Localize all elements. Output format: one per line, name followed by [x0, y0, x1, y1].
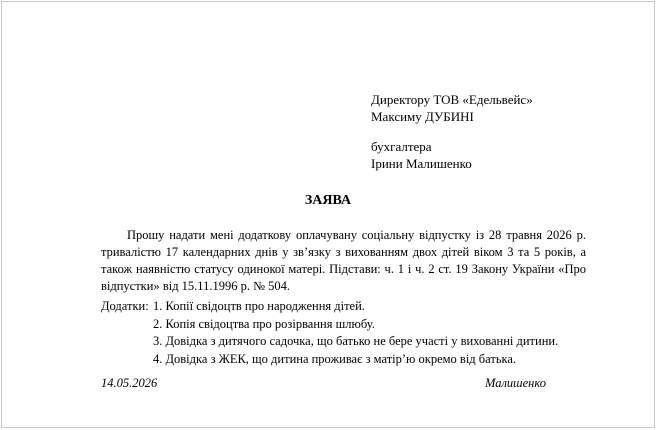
document-page: [1, 1, 655, 428]
attachment-item: 4. Довідка з ЖЕК, що дитина проживає з матір’ю окремо від батька.: [153, 351, 517, 366]
application-body: Прошу надати мені додаткову оплачувану соціальну відпустку із 28 травня 2026 р. тривалістю 17 календарних днів у зв’язку з вихованням двох дітей віком 3 та 5 років, а також наявністю статусу одинокої матері. Підстави: ч. 1 і ч. 2 ст. 19 Закону України «Про відпустки» від 15.11.1996 р. № 504.: [101, 228, 586, 293]
list-item: [101, 351, 558, 369]
document-title: ЗАЯВА: [304, 193, 352, 208]
sender-block: [371, 138, 472, 172]
attachments-list: [101, 298, 558, 368]
list-item: [101, 316, 558, 334]
addressee-name: Максиму ДУБИНІ: [371, 109, 474, 124]
signature: Малишенко: [485, 376, 546, 390]
sender-position: бухгалтера: [371, 139, 432, 154]
addressee-position: Директору ТОВ «Едельвейс»: [371, 92, 533, 107]
sender-name: Ірини Малишенко: [371, 156, 472, 171]
attachment-item: 1. Копії свідоцтв про народження дітей.: [153, 299, 365, 313]
attachments-label: Додатки:: [101, 299, 149, 313]
addressee-block: [371, 91, 533, 125]
attachment-item: 2. Копія свідоцтва про розірвання шлюбу.: [153, 316, 375, 331]
attachment-item: 3. Довідка з дитячого садочка, що батько не бере участі у вихованні дитини.: [153, 334, 559, 348]
list-item: [101, 333, 558, 351]
document-date: 14.05.2026: [101, 376, 158, 390]
list-item: [101, 298, 558, 316]
